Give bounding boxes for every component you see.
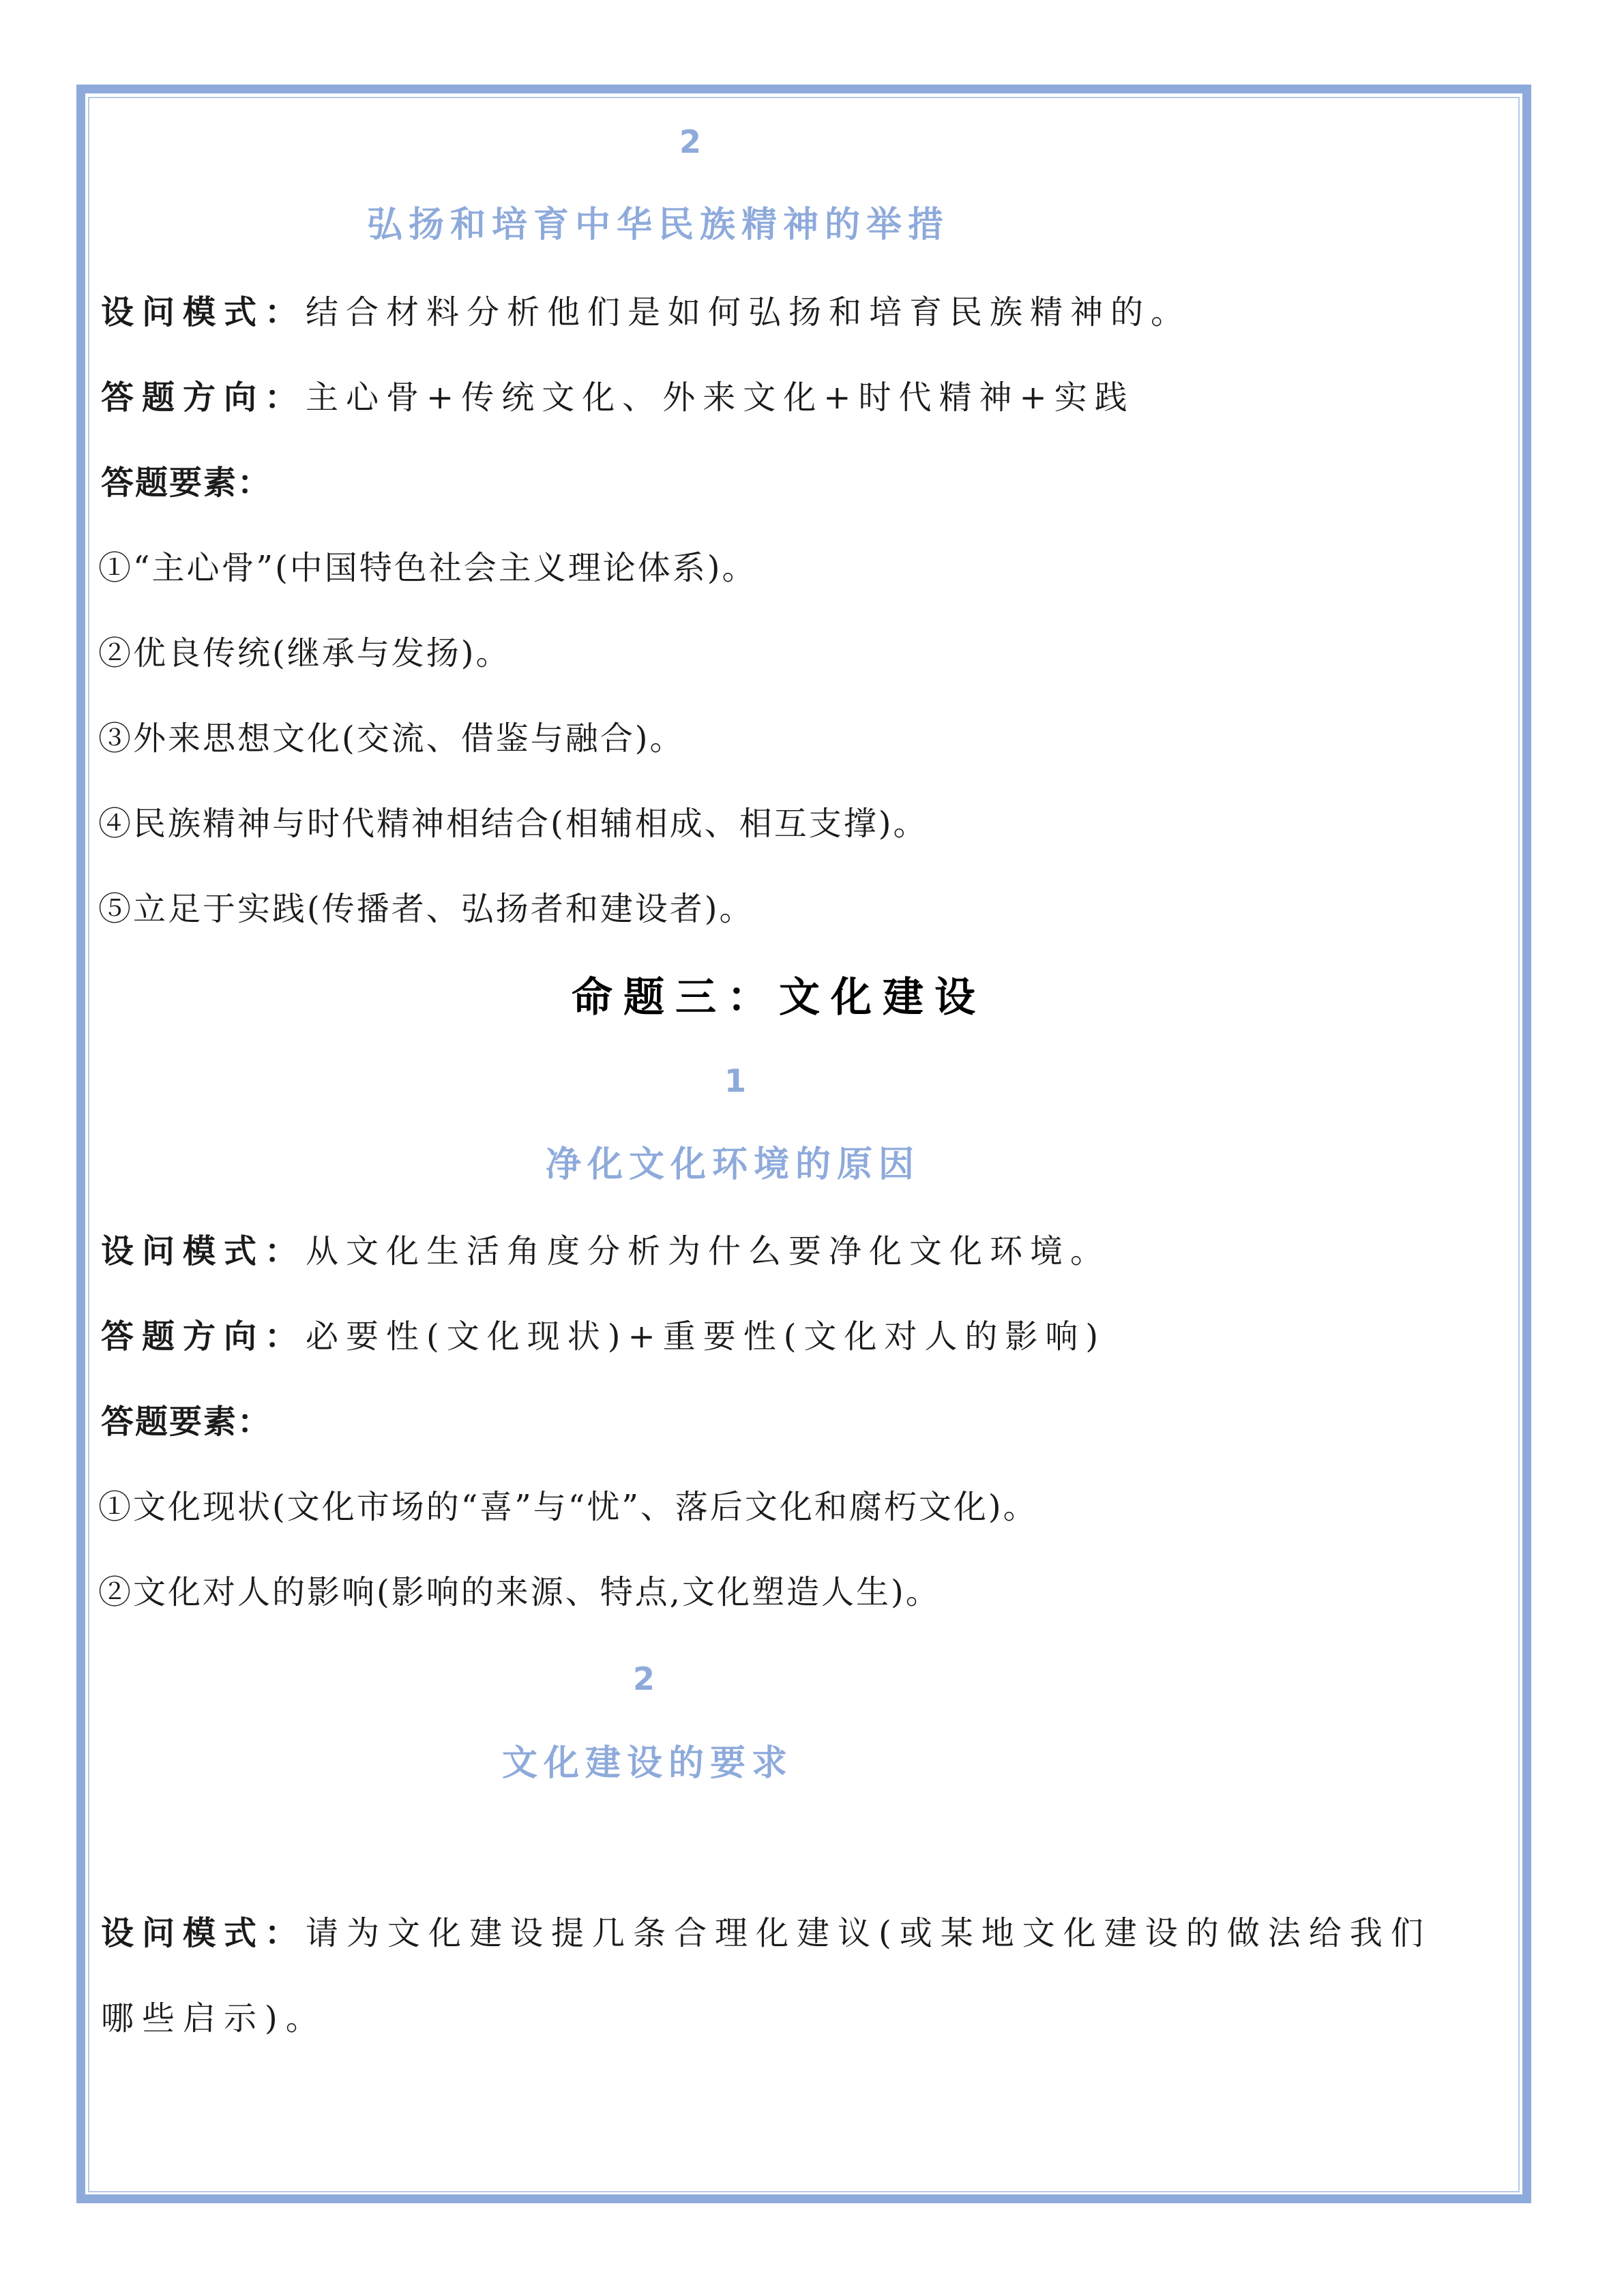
section-title: 弘扬和培育中华民族精神的举措 [367,204,950,245]
section-number: 1 [724,1062,747,1099]
answer-elements-label: 答题要素： [101,464,272,502]
answer-element-item: ⑤立足于实践(传播者、弘扬者和建设者)。 [98,890,754,928]
question-pattern-row [101,1913,1432,1954]
section-title: 净化文化环境的原因 [546,1144,921,1185]
question-pattern-label: 设问模式： [101,293,306,331]
proposition-title: 命题三：文化建设 [572,974,986,1022]
answer-element-item: ③外来思想文化(交流、借鉴与融合)。 [98,719,685,758]
section-title: 文化建设的要求 [502,1742,794,1784]
answer-element-item: ②文化对人的影响(影响的来源、特点,文化塑造人生)。 [98,1573,941,1611]
answer-direction-label: 答题方向： [101,378,306,417]
answer-direction-text: 主心骨+传统文化、外来文化+时代精神+实践 [306,378,1135,417]
answer-direction-label: 答题方向： [101,1317,306,1356]
question-pattern-text: 结合材料分析他们是如何弘扬和培育民族精神的。 [306,293,1192,331]
question-pattern-label: 设问模式： [101,1914,306,1952]
answer-direction-row [101,377,1135,418]
question-pattern-text: 请为文化建设提几条合理化建议(或某地文化建设的做法给我们 [306,1914,1432,1952]
answer-elements-label: 答题要素： [101,1403,272,1441]
section-number: 2 [633,1660,655,1697]
section-number: 2 [679,123,702,160]
answer-element-item: ①文化现状(文化市场的“喜”与“忧”、落后文化和腐朽文化)。 [98,1488,1038,1526]
answer-direction-text: 必要性(文化现状)+重要性(文化对人的影响) [306,1317,1106,1356]
question-pattern-label: 设问模式： [101,1232,306,1270]
question-pattern-row [101,1231,1110,1272]
answer-element-item: ①“主心骨”(中国特色社会主义理论体系)。 [98,549,757,587]
question-pattern-text: 从文化生活角度分析为什么要净化文化环境。 [306,1232,1111,1270]
question-pattern-row [101,292,1191,333]
answer-element-item: ④民族精神与时代精神相结合(相辅相成、相互支撑)。 [98,805,928,843]
answer-direction-row [101,1316,1106,1357]
question-pattern-text-continued: 哪些启示)。 [101,1999,327,2038]
answer-element-item: ②优良传统(继承与发扬)。 [98,634,511,672]
